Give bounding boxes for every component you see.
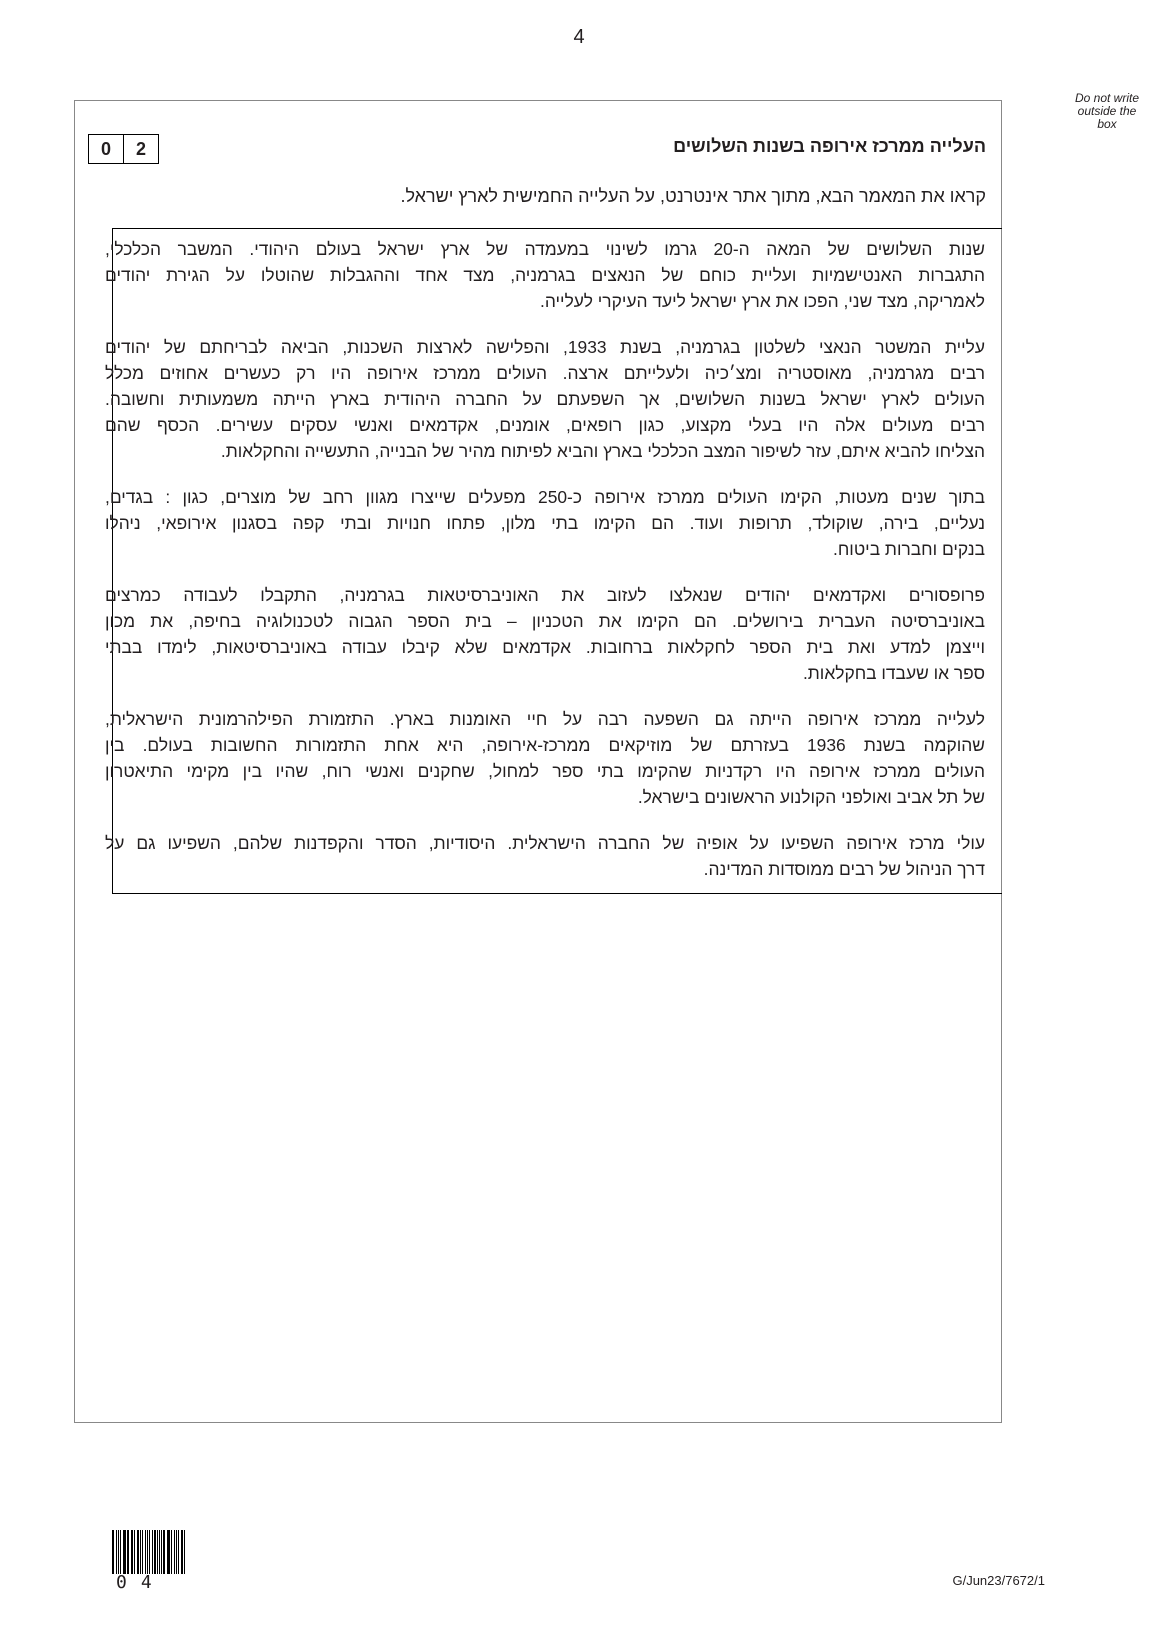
article-line: העולים לארץ ישראל בשנות השלושים, אך השפעתם על החברה היהודית בארץ הייתה משמעותית וחשובה.	[105, 389, 985, 409]
barcode-bar	[174, 1530, 175, 1574]
article-line: שהוקמה בשנת 1936 בעזרתם של מוזיקאים ממרכז-אירופה, היא אחת התזמורות החשובות בעולם. בין	[105, 735, 985, 755]
barcode-bar	[140, 1530, 141, 1574]
barcode-bar	[181, 1530, 183, 1574]
barcode-bar	[145, 1530, 146, 1574]
barcode-bar	[134, 1530, 135, 1574]
barcode-bar	[167, 1530, 168, 1574]
article-line: בנקים וחברות ביטוח.	[833, 539, 985, 559]
article-line: רבים מגרמניה, מאוסטריה ומצ׳כיה ולעלייתם ארצה. העולים ממרכז אירופה היו רק כעשרים אחוזים מכלל	[105, 363, 985, 383]
barcode-bar	[168, 1530, 170, 1574]
barcode-bar	[124, 1530, 126, 1574]
article-line: הצליחו להביא איתם, עזר לשיפור המצב הכלכלי בארץ והביא לפיתוח מהיר של הבנייה, התעשייה והחקלאות.	[220, 441, 985, 461]
article-line: עליית המשטר הנאצי לשלטון בגרמניה, בשנת 1933, והפלישה לארצות השכנות, הביאה לבריחתם של יהודים	[105, 337, 985, 357]
barcode-bar	[112, 1530, 114, 1574]
question-number-digit: 0	[100, 138, 111, 159]
question-intro: קראו את המאמר הבא, מתוך אתר אינטרנט, על העלייה החמישית לארץ ישראל.	[400, 186, 986, 206]
article-line: וייצמן למדע ואת בית הספר לחקלאות ברחובות. אקדמאים שלא קיבלו עבודה באוניברסיטאות, לימדו בבתי	[105, 637, 985, 657]
barcode-bar	[127, 1530, 128, 1574]
barcode-bar	[142, 1530, 143, 1574]
barcode-bar	[154, 1530, 156, 1574]
article-line: ספר או שעבדו בחקלאות.	[802, 663, 985, 683]
article-line: פרופסורים ואקדמאים יהודים שנאלצו לעזוב את האוניברסיטאות בגרמניה, התקבלו לעבודה כמרצים	[105, 585, 985, 605]
article-line: דרך הניהול של רבים ממוסדות המדינה.	[703, 859, 985, 879]
article-paragraph	[105, 484, 985, 562]
margin-note-line: box	[1097, 117, 1117, 131]
article-paragraph	[105, 706, 985, 810]
barcode-label: 04	[116, 1572, 166, 1593]
article-line: של תל אביב ואולפני הקולנוע הראשונים בישראל.	[637, 787, 985, 807]
article-line: שנות השלושים של המאה ה-20 גרמו לשינוי במעמדה של ארץ ישראל בעולם היהודי. המשבר הכלכלי,	[105, 239, 986, 259]
barcode-bar	[123, 1530, 124, 1574]
article-line: לעלייה ממרכז אירופה הייתה גם השפעה רבה על חיי האומנות בארץ. התזמורת הפילהרמונית הישראלית,	[105, 709, 985, 729]
barcode-bar	[176, 1530, 177, 1574]
barcode-bar	[118, 1530, 119, 1574]
barcode-bar	[184, 1530, 185, 1574]
article-line: התגברות האנטישמיות ועליית כוחם של הנאצים בגרמניה, מצד אחד וההגבלות שהוטלו על הגירת יהודים	[105, 265, 985, 285]
footer-code: G/Jun23/7672/1	[952, 1573, 1045, 1588]
article-line: רבים מעולים אלה היו בעלי מקצוע, כגון רופאים, אומנים, אקדמאים ואנשי עסקים עשירים. הכסף שהם	[105, 415, 985, 435]
question-number-digit: 2	[123, 135, 158, 163]
barcode-bar	[178, 1530, 179, 1574]
article-paragraph	[105, 582, 985, 686]
article-line: לאמריקה, מצד שני, הפכו את ארץ ישראל ליעד העיקרי לעלייה.	[540, 291, 985, 311]
article-text	[105, 236, 985, 902]
barcode-bar	[137, 1530, 139, 1574]
barcode-bar	[163, 1530, 164, 1574]
barcode-bar	[171, 1530, 172, 1574]
margin-note-line: outside the	[1077, 104, 1137, 118]
article-line: העולים ממרכז אירופה היו רקדניות שהקימו בתי ספר למחול, שחקנים ואנשי רוח, שהיו בין מקימי התיאטרון	[105, 761, 985, 781]
barcode-bar	[149, 1530, 150, 1574]
barcode-bar	[152, 1530, 153, 1574]
page-number: 4	[573, 26, 585, 48]
question-title: העלייה ממרכז אירופה בשנות השלושים	[673, 136, 986, 156]
barcode	[112, 1530, 186, 1574]
barcode-bar	[147, 1530, 148, 1574]
barcode-bar	[157, 1530, 158, 1574]
article-line: באוניברסיטה העברית בירושלים. הם הקימו את הטכניון – בית הספר הגבוה לטכנולוגיה בחיפה, את מכון	[105, 611, 985, 631]
article-paragraph	[105, 334, 985, 464]
article-paragraph	[105, 236, 985, 314]
margin-note	[1062, 92, 1152, 131]
barcode-bar	[161, 1530, 162, 1574]
article-line: נעליים, בירה, שוקולד, תרופות ועוד. הם הקימו בתי מלון, פתחו חנויות ובתי קפה בסגנון אירופאי, ניהלו	[105, 513, 985, 533]
barcode-bar	[131, 1530, 132, 1574]
barcode-bar	[132, 1530, 133, 1574]
article-paragraph	[105, 830, 985, 882]
margin-note-line: Do not write	[1074, 91, 1140, 105]
article-line: עולי מרכז אירופה השפיעו על אופיה של החברה הישראלית. היסודיות, הסדר והקפדנות שלהם, השפיעו גם על	[105, 833, 985, 853]
barcode-bar	[116, 1530, 117, 1574]
barcode-bar	[159, 1530, 160, 1574]
barcode-bar	[120, 1530, 121, 1574]
question-number-box	[88, 134, 159, 164]
article-line: בתוך שנים מעטות, הקימו העולים ממרכז אירופה כ-250 מפעלים שייצרו מגוון רחב של מוצרים, כגון : בגדים,	[105, 487, 985, 507]
